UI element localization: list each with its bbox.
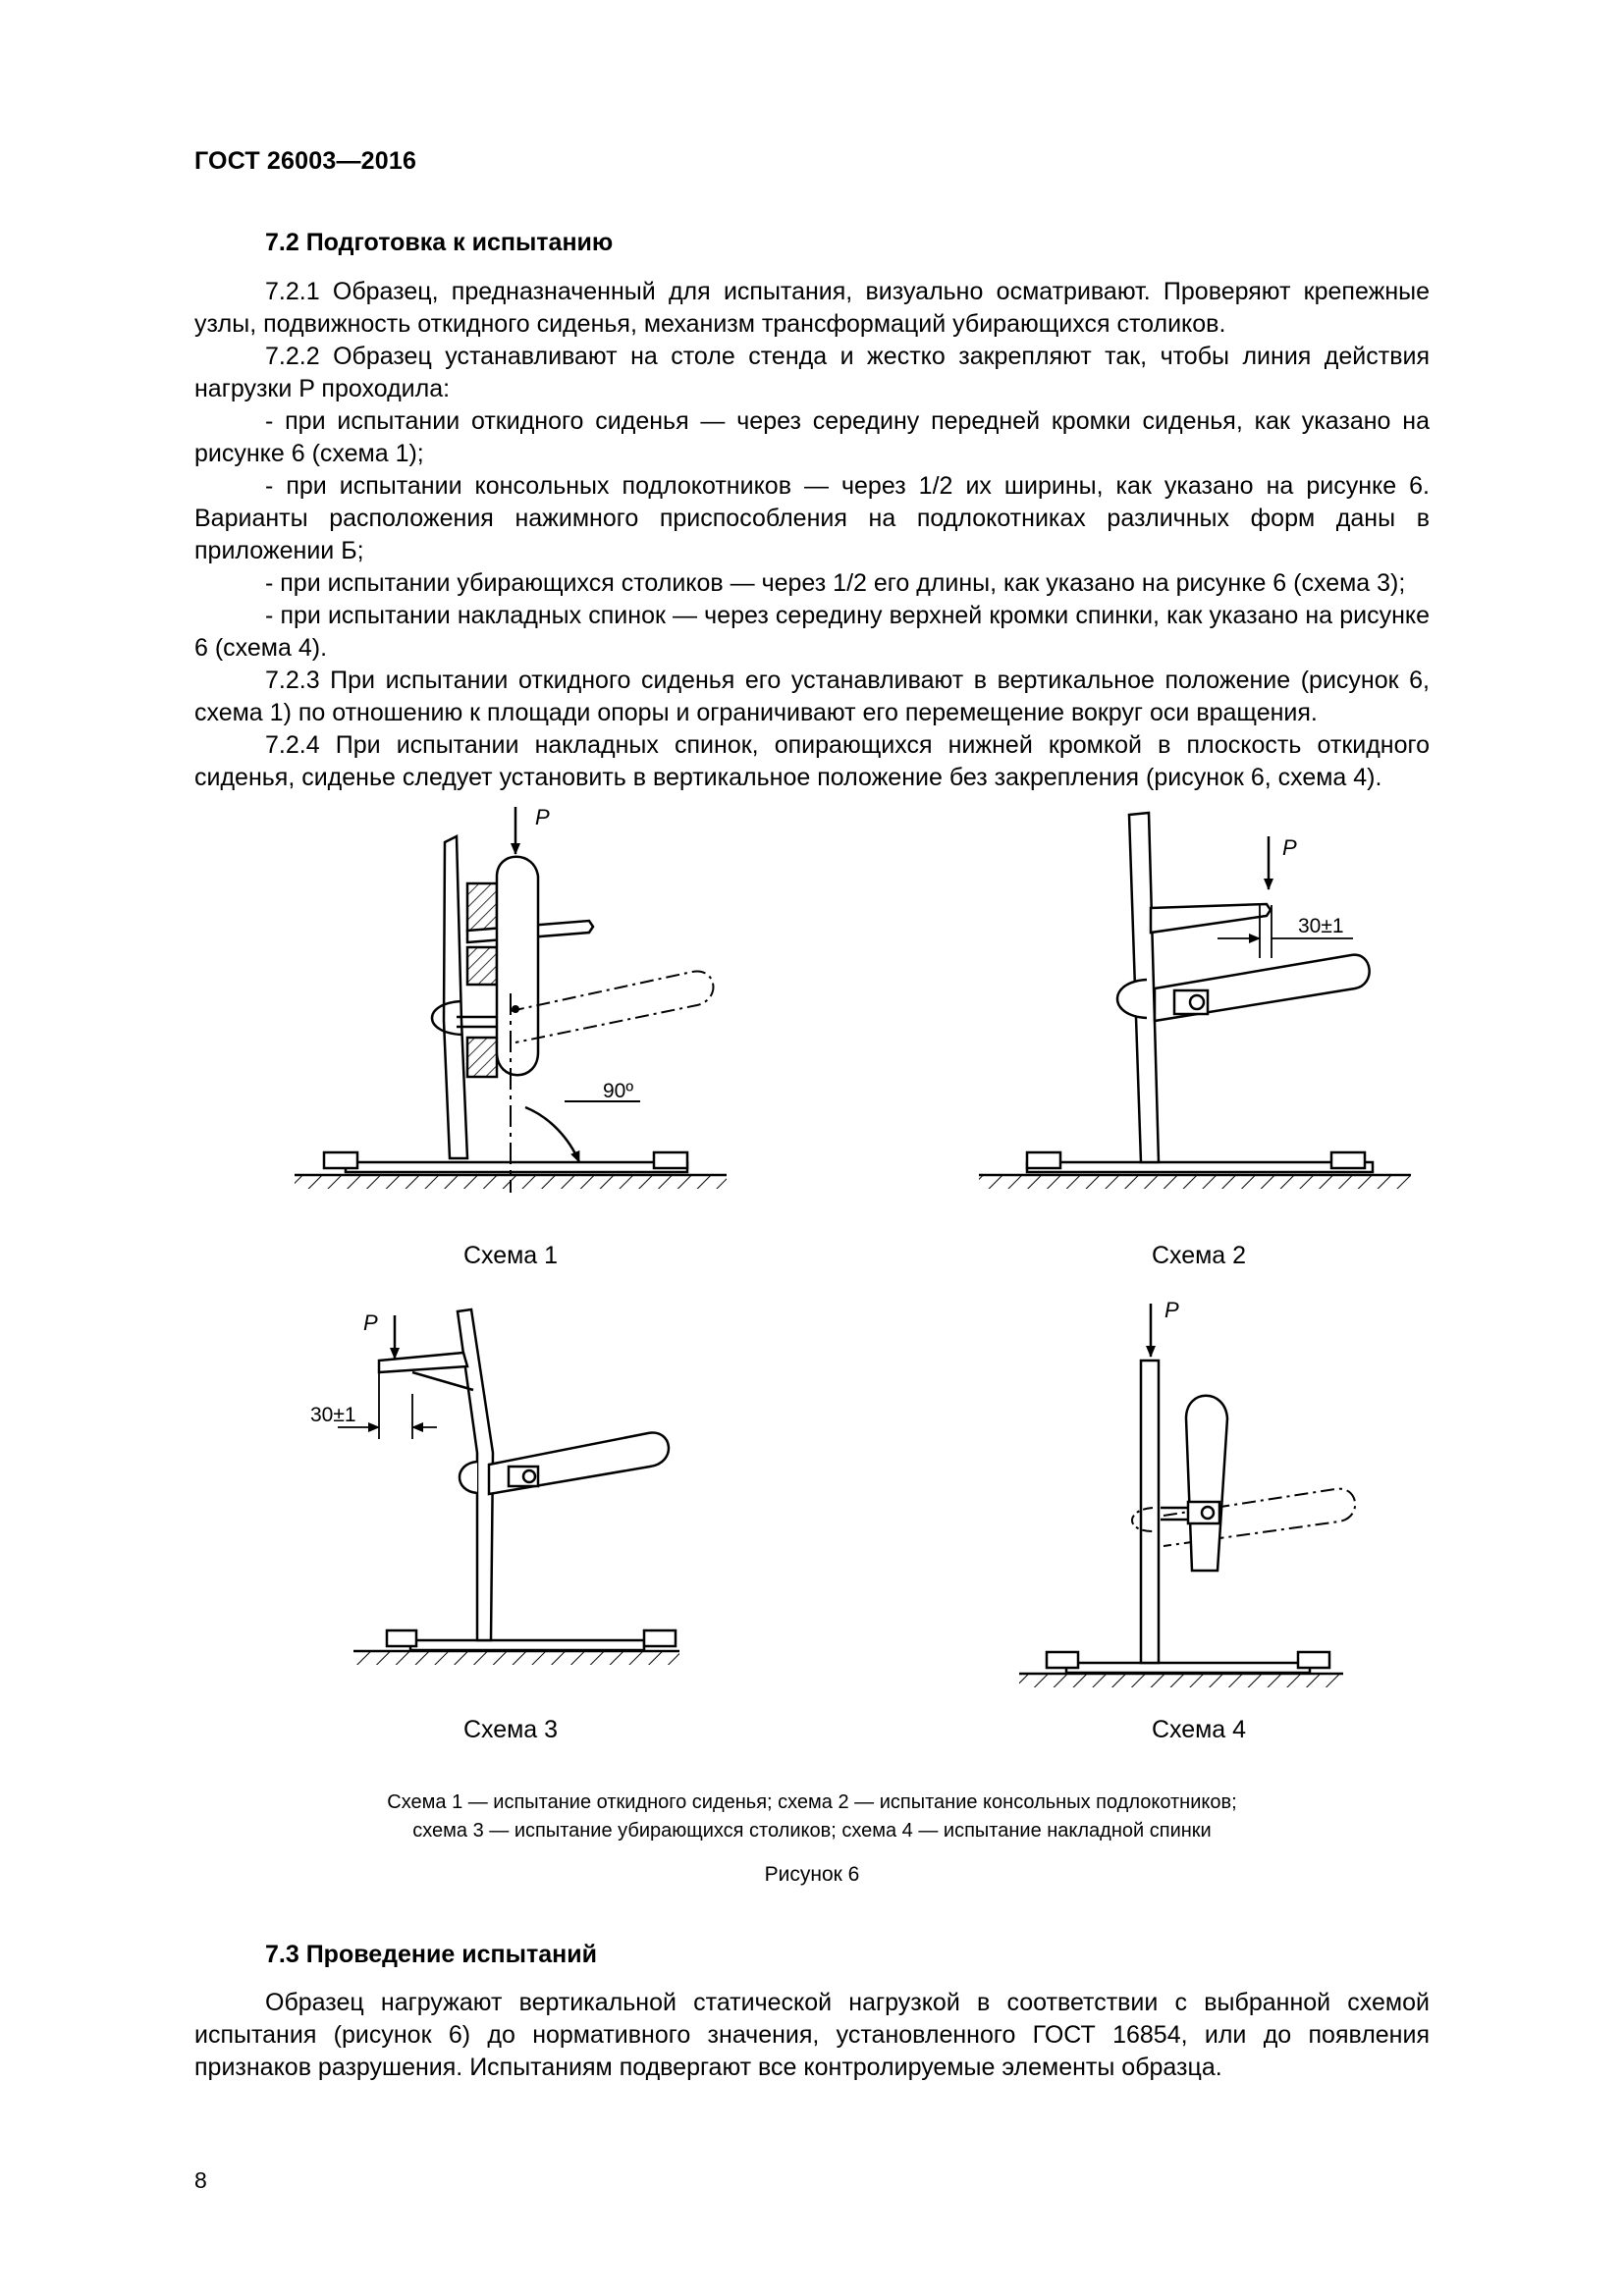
paragraph-7-3: Образец нагружают вертикальной статической нагрузкой в соответствии с выбранной схемой испытания (рисунок 6) до нормативного значения, установленного ГОСТ 16854, или до появления признаков разрушения. Испытаниям подвергают все контролируемые элементы образца. [194,1989,1430,2081]
scheme-4-drawing [1019,1304,1355,1687]
scheme-3-dim-label: 30±1 [310,1404,356,1426]
section-heading-7-3: 7.3 Проведение испытаний [265,1941,597,1968]
figure-caption-line-2: схема 3 — испытание убирающихся столиков; схема 4 — испытание накладной спинки [412,1820,1212,1842]
paragraph-7-2-2: 7.2.2 Образец устанавливают на столе стенда и жестко закрепляют так, чтобы линия действия нагрузки P проходила: [194,343,1430,402]
scheme-3-load-label: P [363,1310,378,1335]
scheme-3-drawing [338,1309,679,1665]
section-7-3-text [194,1987,1430,2084]
figure-caption [295,1789,1329,1845]
paragraph-7-2-1: 7.2.1 Образец, предназначенный для испытания, визуально осматривают. Проверяют крепежные узлы, подвижность откидного сиденья, механизм трансформаций убирающихся столиков. [194,278,1430,338]
scheme-1-load-label: P [535,805,550,829]
paragraph-7-2-3: 7.2.3 При испытании откидного сиденья его устанавливают в вертикальное положение (рисунок 6, схема 1) по отношению к площади опоры и ограничивают его перемещение вокруг оси вращения. [194,667,1430,726]
page-number: 8 [194,2167,207,2193]
scheme-2-load-label: P [1282,835,1297,860]
list-item-seat: - при испытании откидного сиденья — через середину передней кромки сиденья, как указано на рисунке 6 (схема 1); [194,407,1430,467]
scheme-3-label: Схема 3 [462,1716,559,1743]
scheme-2-drawing [979,813,1411,1189]
paragraph-7-2-4: 7.2.4 При испытании накладных спинок, опирающихся нижней кромкой в плоскость откидного сиденья, сиденье следует установить в вертикальное положение без закрепления (рисунок 6, схема 4). [194,731,1430,791]
list-item-armrest: - при испытании консольных подлокотников — через 1/2 их ширины, как указано на рисунке 6. Варианты расположения нажимного приспособления на подлокотниках различных форм даны в приложении Б; [194,472,1430,564]
scheme-4-load-label: P [1164,1298,1179,1322]
scheme-4-label: Схема 4 [1151,1716,1247,1743]
scheme-1-label: Схема 1 [462,1242,559,1269]
figure-title: Рисунок 6 [764,1863,860,1886]
figure-caption-line-1: Схема 1 — испытание откидного сиденья; схема 2 — испытание консольных подлокотников; [387,1791,1237,1813]
list-item-table: - при испытании убирающихся столиков — через 1/2 его длины, как указано на рисунке 6 (схема 3); [265,569,1406,597]
section-heading-7-2: 7.2 Подготовка к испытанию [265,229,614,256]
document-header: ГОСТ 26003—2016 [194,147,417,175]
scheme-1-angle-label: 90º [603,1080,634,1102]
list-item-backrest: - при испытании накладных спинок — через середину верхней кромки спинки, как указано на рисунке 6 (схема 4). [194,602,1430,662]
scheme-1-drawing [295,807,727,1193]
section-7-2-text [194,276,1430,794]
scheme-2-dim-label: 30±1 [1298,915,1344,937]
scheme-2-label: Схема 2 [1151,1242,1247,1269]
